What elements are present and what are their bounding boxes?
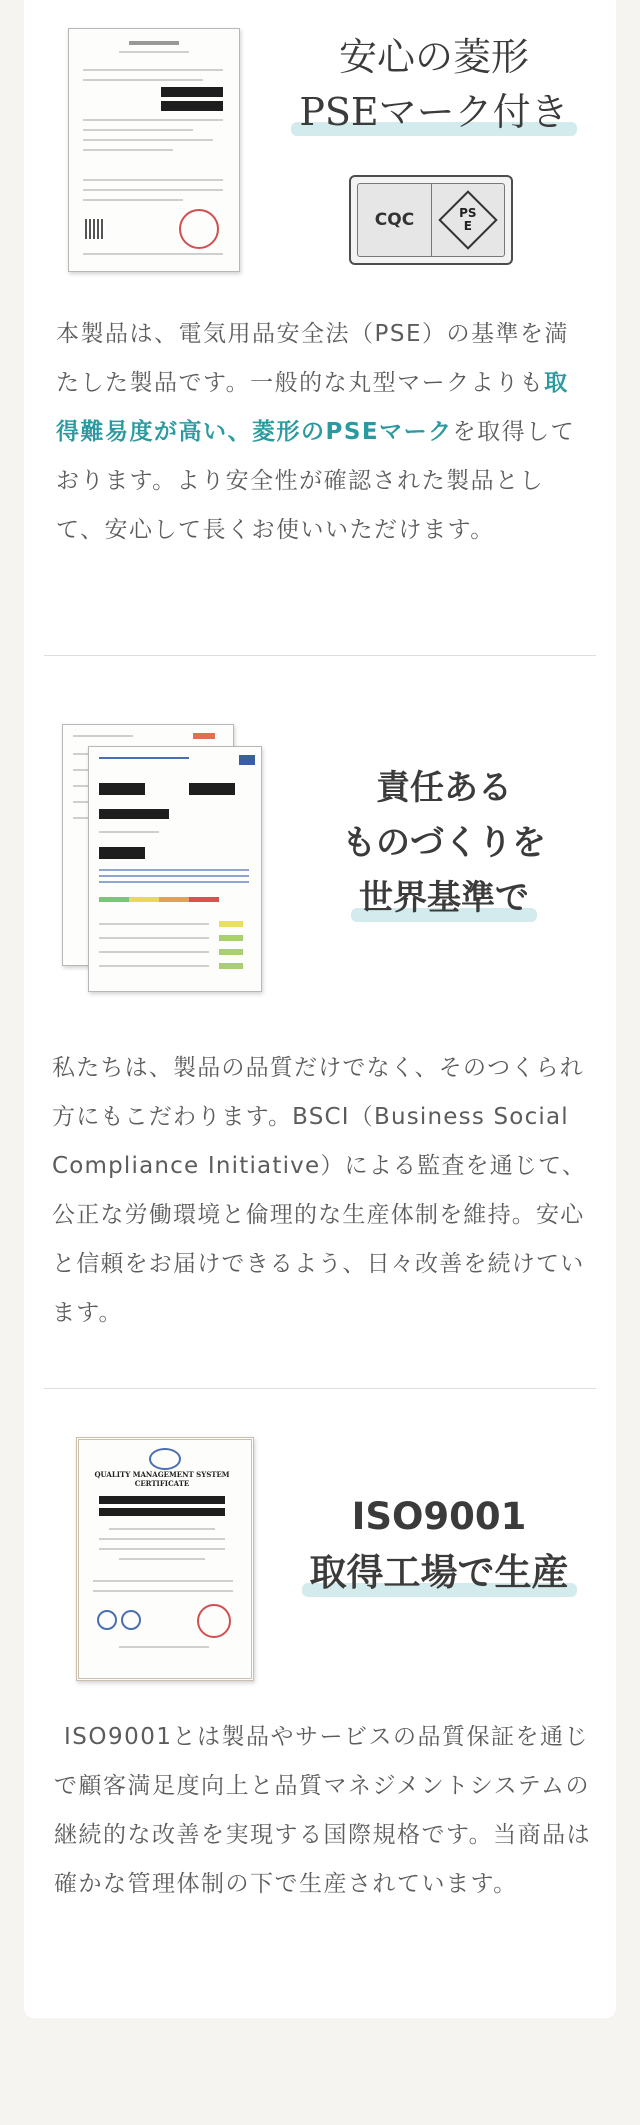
bsci-body-text: 私たちは、製品の品質だけでなく、そのつくられ方にもこだわります。BSCI（Business Social Compliance Initiative）による監査を通じて、公正な労働環境と倫理的な生産体制を維持。安心と信頼をお届けできるよう、日々改善を続けています。 [52, 1055, 587, 1326]
iso-section [24, 1389, 616, 2018]
pse-diamond-mark [349, 175, 513, 265]
iso-certificate-title: QUALITY MANAGEMENT SYSTEM CERTIFICATE [94, 1470, 230, 1488]
iso-certificate-image [76, 1437, 254, 1681]
bsci-report-front-image [88, 746, 262, 992]
pse-body-before: 本製品は、電気用品安全法（PSE）の基準を満たした製品です。一般的な丸型マークよりも [56, 321, 570, 396]
iso-body-text: ISO9001とは製品やサービスの品質保証を通じで顧客満足度向上と品質マネジメントシステムの継続的な改善を実現する国際規格です。当商品は確かな管理体制の下で生産されています。 [54, 1724, 592, 1897]
pse-body-accent: 取得難易度が高い、菱形のPSEマーク [56, 370, 569, 445]
bsci-section [24, 656, 616, 1388]
iso-heading-line2: 取得工場で生産 [310, 1545, 569, 1601]
iso-heading-line1: ISO9001 [351, 1495, 527, 1538]
bsci-heading-line2: ものづくりを [342, 823, 546, 863]
iso-heading [279, 1489, 599, 1601]
pse-heading-line2: PSEマーク付き [299, 85, 568, 140]
bsci-heading [294, 761, 594, 926]
cqc-mark-label: CQC [358, 184, 432, 256]
bsci-heading-line1: 責任ある [376, 768, 512, 808]
pse-diamond-icon [438, 190, 497, 249]
pse-body-text [56, 310, 586, 555]
pse-heading [274, 30, 594, 140]
pse-section [24, 0, 616, 655]
pse-certificate-image [68, 28, 240, 272]
pse-mark-text-bottom: E [463, 219, 472, 233]
pse-heading-line1: 安心の菱形 [338, 35, 529, 79]
bsci-heading-line3: 世界基準で [359, 871, 529, 926]
pse-mark-text-top: PS [458, 206, 477, 220]
content-card [24, 0, 616, 2018]
pse-body-after: を取得しております。より安全性が確認された製品として、安心して長くお使いいただけます。 [56, 419, 576, 543]
